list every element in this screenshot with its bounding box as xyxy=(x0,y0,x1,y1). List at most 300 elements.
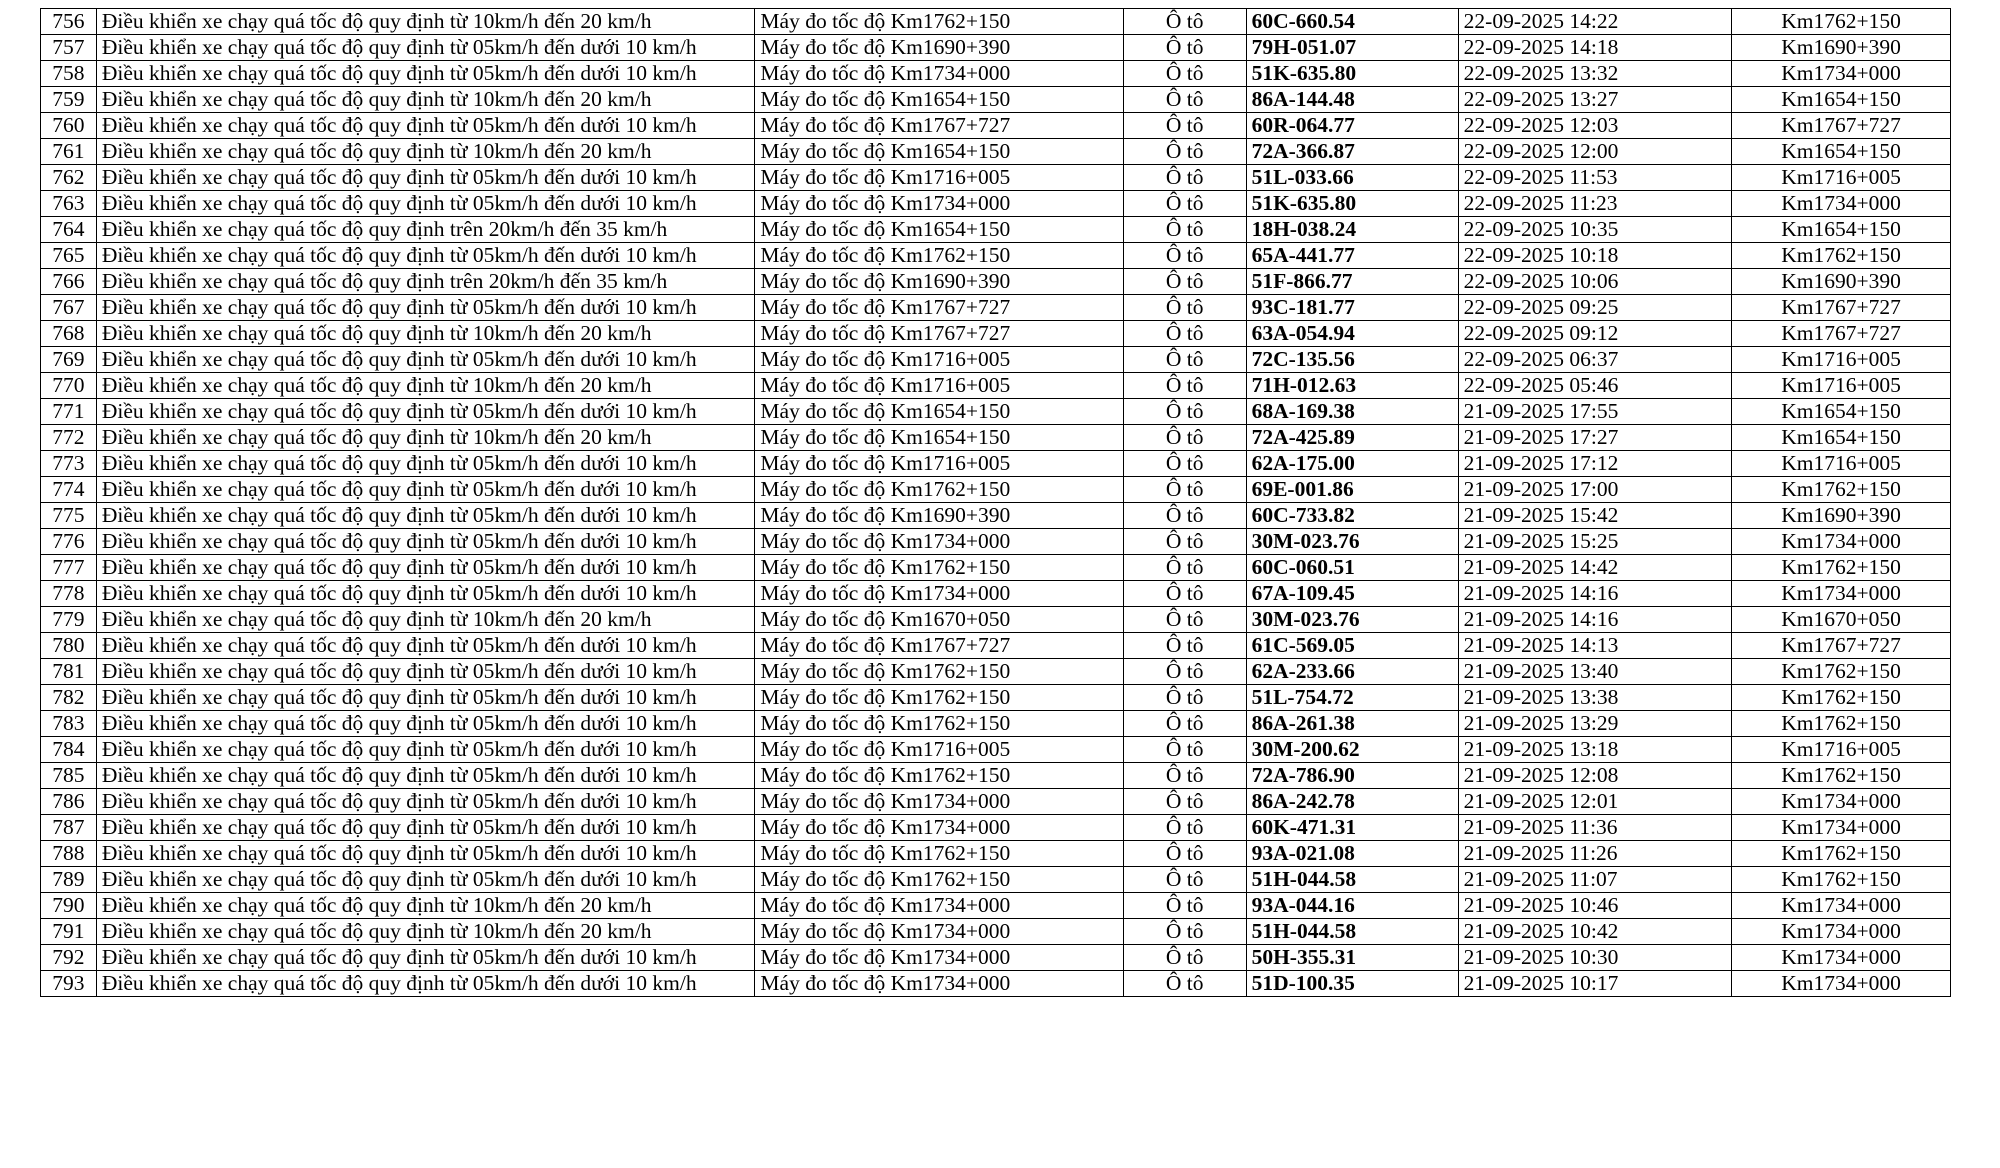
detection-device-cell: Máy đo tốc độ Km1716+005 xyxy=(755,347,1123,373)
vehicle-type-cell: Ô tô xyxy=(1123,711,1246,737)
license-plate-cell: 30M-023.76 xyxy=(1246,607,1458,633)
vehicle-type-cell: Ô tô xyxy=(1123,347,1246,373)
license-plate-cell: 62A-175.00 xyxy=(1246,451,1458,477)
violation-location-cell: Km1654+150 xyxy=(1732,139,1951,165)
row-number-cell: 764 xyxy=(41,217,97,243)
violation-location-cell: Km1734+000 xyxy=(1732,919,1951,945)
table-row xyxy=(41,529,1951,555)
detection-device-cell: Máy đo tốc độ Km1734+000 xyxy=(755,61,1123,87)
violation-description-cell: Điều khiển xe chạy quá tốc độ quy định từ 05km/h đến dưới 10 km/h xyxy=(96,503,755,529)
violation-description-cell: Điều khiển xe chạy quá tốc độ quy định từ 10km/h đến 20 km/h xyxy=(96,373,755,399)
vehicle-type-cell: Ô tô xyxy=(1123,9,1246,35)
violation-description-cell: Điều khiển xe chạy quá tốc độ quy định từ 05km/h đến dưới 10 km/h xyxy=(96,945,755,971)
detection-device-cell: Máy đo tốc độ Km1762+150 xyxy=(755,659,1123,685)
violation-location-cell: Km1734+000 xyxy=(1732,789,1951,815)
row-number-cell: 788 xyxy=(41,841,97,867)
license-plate-cell: 93A-044.16 xyxy=(1246,893,1458,919)
detection-device-cell: Máy đo tốc độ Km1762+150 xyxy=(755,555,1123,581)
license-plate-cell: 30M-023.76 xyxy=(1246,529,1458,555)
vehicle-type-cell: Ô tô xyxy=(1123,659,1246,685)
license-plate-cell: 72A-786.90 xyxy=(1246,763,1458,789)
violation-time-cell: 22-09-2025 14:18 xyxy=(1458,35,1731,61)
license-plate-cell: 68A-169.38 xyxy=(1246,399,1458,425)
row-number-cell: 761 xyxy=(41,139,97,165)
vehicle-type-cell: Ô tô xyxy=(1123,685,1246,711)
table-row xyxy=(41,685,1951,711)
table-row xyxy=(41,451,1951,477)
detection-device-cell: Máy đo tốc độ Km1734+000 xyxy=(755,191,1123,217)
row-number-cell: 756 xyxy=(41,9,97,35)
vehicle-type-cell: Ô tô xyxy=(1123,113,1246,139)
table-row xyxy=(41,919,1951,945)
row-number-cell: 773 xyxy=(41,451,97,477)
table-row xyxy=(41,633,1951,659)
violation-location-cell: Km1734+000 xyxy=(1732,581,1951,607)
vehicle-type-cell: Ô tô xyxy=(1123,633,1246,659)
detection-device-cell: Máy đo tốc độ Km1716+005 xyxy=(755,165,1123,191)
row-number-cell: 787 xyxy=(41,815,97,841)
license-plate-cell: 60C-660.54 xyxy=(1246,9,1458,35)
vehicle-type-cell: Ô tô xyxy=(1123,165,1246,191)
violation-time-cell: 21-09-2025 10:17 xyxy=(1458,971,1731,997)
violation-time-cell: 21-09-2025 13:38 xyxy=(1458,685,1731,711)
violation-location-cell: Km1716+005 xyxy=(1732,451,1951,477)
violation-description-cell: Điều khiển xe chạy quá tốc độ quy định từ 05km/h đến dưới 10 km/h xyxy=(96,737,755,763)
license-plate-cell: 30M-200.62 xyxy=(1246,737,1458,763)
violation-description-cell: Điều khiển xe chạy quá tốc độ quy định từ 05km/h đến dưới 10 km/h xyxy=(96,659,755,685)
license-plate-cell: 69E-001.86 xyxy=(1246,477,1458,503)
detection-device-cell: Máy đo tốc độ Km1716+005 xyxy=(755,737,1123,763)
violation-description-cell: Điều khiển xe chạy quá tốc độ quy định từ 05km/h đến dưới 10 km/h xyxy=(96,295,755,321)
violation-description-cell: Điều khiển xe chạy quá tốc độ quy định từ 05km/h đến dưới 10 km/h xyxy=(96,347,755,373)
violation-location-cell: Km1762+150 xyxy=(1732,9,1951,35)
license-plate-cell: 51D-100.35 xyxy=(1246,971,1458,997)
violation-time-cell: 21-09-2025 17:27 xyxy=(1458,425,1731,451)
violation-time-cell: 21-09-2025 17:55 xyxy=(1458,399,1731,425)
license-plate-cell: 60R-064.77 xyxy=(1246,113,1458,139)
license-plate-cell: 72C-135.56 xyxy=(1246,347,1458,373)
violation-location-cell: Km1734+000 xyxy=(1732,529,1951,555)
violation-description-cell: Điều khiển xe chạy quá tốc độ quy định từ 10km/h đến 20 km/h xyxy=(96,425,755,451)
violation-description-cell: Điều khiển xe chạy quá tốc độ quy định từ 05km/h đến dưới 10 km/h xyxy=(96,399,755,425)
row-number-cell: 781 xyxy=(41,659,97,685)
vehicle-type-cell: Ô tô xyxy=(1123,607,1246,633)
row-number-cell: 784 xyxy=(41,737,97,763)
violation-location-cell: Km1734+000 xyxy=(1732,945,1951,971)
license-plate-cell: 63A-054.94 xyxy=(1246,321,1458,347)
violation-location-cell: Km1762+150 xyxy=(1732,841,1951,867)
violation-location-cell: Km1762+150 xyxy=(1732,555,1951,581)
vehicle-type-cell: Ô tô xyxy=(1123,321,1246,347)
violation-time-cell: 21-09-2025 12:08 xyxy=(1458,763,1731,789)
row-number-cell: 782 xyxy=(41,685,97,711)
violation-time-cell: 22-09-2025 09:12 xyxy=(1458,321,1731,347)
table-row xyxy=(41,659,1951,685)
detection-device-cell: Máy đo tốc độ Km1654+150 xyxy=(755,139,1123,165)
violation-time-cell: 21-09-2025 15:25 xyxy=(1458,529,1731,555)
table-row xyxy=(41,503,1951,529)
violation-time-cell: 22-09-2025 11:23 xyxy=(1458,191,1731,217)
table-row xyxy=(41,165,1951,191)
detection-device-cell: Máy đo tốc độ Km1670+050 xyxy=(755,607,1123,633)
violation-description-cell: Điều khiển xe chạy quá tốc độ quy định từ 05km/h đến dưới 10 km/h xyxy=(96,685,755,711)
detection-device-cell: Máy đo tốc độ Km1654+150 xyxy=(755,217,1123,243)
table-row xyxy=(41,763,1951,789)
violation-time-cell: 22-09-2025 12:00 xyxy=(1458,139,1731,165)
license-plate-cell: 72A-425.89 xyxy=(1246,425,1458,451)
violation-location-cell: Km1734+000 xyxy=(1732,971,1951,997)
violation-description-cell: Điều khiển xe chạy quá tốc độ quy định từ 05km/h đến dưới 10 km/h xyxy=(96,477,755,503)
row-number-cell: 760 xyxy=(41,113,97,139)
table-row xyxy=(41,191,1951,217)
detection-device-cell: Máy đo tốc độ Km1654+150 xyxy=(755,425,1123,451)
violation-description-cell: Điều khiển xe chạy quá tốc độ quy định từ 10km/h đến 20 km/h xyxy=(96,9,755,35)
table-row xyxy=(41,139,1951,165)
detection-device-cell: Máy đo tốc độ Km1762+150 xyxy=(755,9,1123,35)
table-row xyxy=(41,113,1951,139)
row-number-cell: 793 xyxy=(41,971,97,997)
detection-device-cell: Máy đo tốc độ Km1767+727 xyxy=(755,633,1123,659)
violation-location-cell: Km1767+727 xyxy=(1732,113,1951,139)
violation-description-cell: Điều khiển xe chạy quá tốc độ quy định từ 05km/h đến dưới 10 km/h xyxy=(96,451,755,477)
violation-location-cell: Km1767+727 xyxy=(1732,321,1951,347)
detection-device-cell: Máy đo tốc độ Km1762+150 xyxy=(755,243,1123,269)
detection-device-cell: Máy đo tốc độ Km1734+000 xyxy=(755,815,1123,841)
license-plate-cell: 51H-044.58 xyxy=(1246,867,1458,893)
table-row xyxy=(41,581,1951,607)
license-plate-cell: 61C-569.05 xyxy=(1246,633,1458,659)
violation-time-cell: 22-09-2025 09:25 xyxy=(1458,295,1731,321)
row-number-cell: 778 xyxy=(41,581,97,607)
violation-time-cell: 21-09-2025 12:01 xyxy=(1458,789,1731,815)
violation-description-cell: Điều khiển xe chạy quá tốc độ quy định từ 05km/h đến dưới 10 km/h xyxy=(96,867,755,893)
table-row xyxy=(41,815,1951,841)
violation-location-cell: Km1762+150 xyxy=(1732,867,1951,893)
table-row xyxy=(41,269,1951,295)
violations-table xyxy=(40,8,1951,997)
license-plate-cell: 65A-441.77 xyxy=(1246,243,1458,269)
license-plate-cell: 51K-635.80 xyxy=(1246,61,1458,87)
violation-location-cell: Km1670+050 xyxy=(1732,607,1951,633)
violation-location-cell: Km1690+390 xyxy=(1732,503,1951,529)
violation-description-cell: Điều khiển xe chạy quá tốc độ quy định từ 10km/h đến 20 km/h xyxy=(96,607,755,633)
violation-description-cell: Điều khiển xe chạy quá tốc độ quy định từ 05km/h đến dưới 10 km/h xyxy=(96,243,755,269)
detection-device-cell: Máy đo tốc độ Km1762+150 xyxy=(755,477,1123,503)
table-row xyxy=(41,607,1951,633)
detection-device-cell: Máy đo tốc độ Km1762+150 xyxy=(755,763,1123,789)
row-number-cell: 785 xyxy=(41,763,97,789)
violation-location-cell: Km1734+000 xyxy=(1732,815,1951,841)
violation-time-cell: 21-09-2025 14:16 xyxy=(1458,581,1731,607)
violation-location-cell: Km1690+390 xyxy=(1732,269,1951,295)
row-number-cell: 771 xyxy=(41,399,97,425)
detection-device-cell: Máy đo tốc độ Km1767+727 xyxy=(755,113,1123,139)
row-number-cell: 789 xyxy=(41,867,97,893)
violation-time-cell: 21-09-2025 11:07 xyxy=(1458,867,1731,893)
violation-location-cell: Km1716+005 xyxy=(1732,373,1951,399)
table-row xyxy=(41,399,1951,425)
violation-location-cell: Km1734+000 xyxy=(1732,893,1951,919)
violation-location-cell: Km1767+727 xyxy=(1732,633,1951,659)
license-plate-cell: 51H-044.58 xyxy=(1246,919,1458,945)
vehicle-type-cell: Ô tô xyxy=(1123,243,1246,269)
violation-time-cell: 22-09-2025 10:06 xyxy=(1458,269,1731,295)
detection-device-cell: Máy đo tốc độ Km1654+150 xyxy=(755,399,1123,425)
detection-device-cell: Máy đo tốc độ Km1762+150 xyxy=(755,685,1123,711)
violation-location-cell: Km1762+150 xyxy=(1732,477,1951,503)
detection-device-cell: Máy đo tốc độ Km1734+000 xyxy=(755,919,1123,945)
row-number-cell: 791 xyxy=(41,919,97,945)
violation-description-cell: Điều khiển xe chạy quá tốc độ quy định từ 05km/h đến dưới 10 km/h xyxy=(96,581,755,607)
vehicle-type-cell: Ô tô xyxy=(1123,425,1246,451)
violation-description-cell: Điều khiển xe chạy quá tốc độ quy định từ 10km/h đến 20 km/h xyxy=(96,893,755,919)
violation-time-cell: 22-09-2025 14:22 xyxy=(1458,9,1731,35)
license-plate-cell: 51F-866.77 xyxy=(1246,269,1458,295)
violation-description-cell: Điều khiển xe chạy quá tốc độ quy định từ 10km/h đến 20 km/h xyxy=(96,321,755,347)
license-plate-cell: 60K-471.31 xyxy=(1246,815,1458,841)
violation-description-cell: Điều khiển xe chạy quá tốc độ quy định từ 05km/h đến dưới 10 km/h xyxy=(96,113,755,139)
license-plate-cell: 71H-012.63 xyxy=(1246,373,1458,399)
vehicle-type-cell: Ô tô xyxy=(1123,867,1246,893)
violation-description-cell: Điều khiển xe chạy quá tốc độ quy định từ 10km/h đến 20 km/h xyxy=(96,139,755,165)
row-number-cell: 777 xyxy=(41,555,97,581)
license-plate-cell: 51L-754.72 xyxy=(1246,685,1458,711)
row-number-cell: 774 xyxy=(41,477,97,503)
violation-location-cell: Km1654+150 xyxy=(1732,87,1951,113)
table-row xyxy=(41,555,1951,581)
violation-location-cell: Km1762+150 xyxy=(1732,763,1951,789)
table-row xyxy=(41,477,1951,503)
violation-location-cell: Km1716+005 xyxy=(1732,165,1951,191)
violation-description-cell: Điều khiển xe chạy quá tốc độ quy định trên 20km/h đến 35 km/h xyxy=(96,217,755,243)
table-row xyxy=(41,321,1951,347)
table-row xyxy=(41,373,1951,399)
violation-description-cell: Điều khiển xe chạy quá tốc độ quy định từ 05km/h đến dưới 10 km/h xyxy=(96,529,755,555)
violation-location-cell: Km1734+000 xyxy=(1732,191,1951,217)
detection-device-cell: Máy đo tốc độ Km1654+150 xyxy=(755,87,1123,113)
row-number-cell: 765 xyxy=(41,243,97,269)
license-plate-cell: 60C-060.51 xyxy=(1246,555,1458,581)
violation-time-cell: 21-09-2025 10:46 xyxy=(1458,893,1731,919)
violation-location-cell: Km1690+390 xyxy=(1732,35,1951,61)
row-number-cell: 762 xyxy=(41,165,97,191)
license-plate-cell: 51K-635.80 xyxy=(1246,191,1458,217)
row-number-cell: 783 xyxy=(41,711,97,737)
detection-device-cell: Máy đo tốc độ Km1762+150 xyxy=(755,867,1123,893)
license-plate-cell: 51L-033.66 xyxy=(1246,165,1458,191)
violation-location-cell: Km1762+150 xyxy=(1732,711,1951,737)
vehicle-type-cell: Ô tô xyxy=(1123,399,1246,425)
table-row xyxy=(41,711,1951,737)
vehicle-type-cell: Ô tô xyxy=(1123,503,1246,529)
vehicle-type-cell: Ô tô xyxy=(1123,945,1246,971)
detection-device-cell: Máy đo tốc độ Km1716+005 xyxy=(755,373,1123,399)
license-plate-cell: 93C-181.77 xyxy=(1246,295,1458,321)
violation-time-cell: 21-09-2025 17:00 xyxy=(1458,477,1731,503)
violation-location-cell: Km1734+000 xyxy=(1732,61,1951,87)
row-number-cell: 770 xyxy=(41,373,97,399)
violation-time-cell: 21-09-2025 13:18 xyxy=(1458,737,1731,763)
row-number-cell: 758 xyxy=(41,61,97,87)
vehicle-type-cell: Ô tô xyxy=(1123,139,1246,165)
detection-device-cell: Máy đo tốc độ Km1762+150 xyxy=(755,841,1123,867)
violation-time-cell: 22-09-2025 11:53 xyxy=(1458,165,1731,191)
table-row xyxy=(41,893,1951,919)
detection-device-cell: Máy đo tốc độ Km1690+390 xyxy=(755,269,1123,295)
table-row xyxy=(41,841,1951,867)
table-row xyxy=(41,789,1951,815)
license-plate-cell: 86A-144.48 xyxy=(1246,87,1458,113)
vehicle-type-cell: Ô tô xyxy=(1123,555,1246,581)
license-plate-cell: 72A-366.87 xyxy=(1246,139,1458,165)
license-plate-cell: 18H-038.24 xyxy=(1246,217,1458,243)
row-number-cell: 766 xyxy=(41,269,97,295)
vehicle-type-cell: Ô tô xyxy=(1123,737,1246,763)
license-plate-cell: 60C-733.82 xyxy=(1246,503,1458,529)
violation-time-cell: 21-09-2025 17:12 xyxy=(1458,451,1731,477)
violation-time-cell: 21-09-2025 11:26 xyxy=(1458,841,1731,867)
table-row xyxy=(41,737,1951,763)
license-plate-cell: 86A-242.78 xyxy=(1246,789,1458,815)
row-number-cell: 769 xyxy=(41,347,97,373)
violation-location-cell: Km1654+150 xyxy=(1732,217,1951,243)
violation-time-cell: 21-09-2025 14:13 xyxy=(1458,633,1731,659)
detection-device-cell: Máy đo tốc độ Km1767+727 xyxy=(755,295,1123,321)
license-plate-cell: 86A-261.38 xyxy=(1246,711,1458,737)
row-number-cell: 786 xyxy=(41,789,97,815)
violation-description-cell: Điều khiển xe chạy quá tốc độ quy định từ 10km/h đến 20 km/h xyxy=(96,87,755,113)
vehicle-type-cell: Ô tô xyxy=(1123,919,1246,945)
row-number-cell: 780 xyxy=(41,633,97,659)
violation-description-cell: Điều khiển xe chạy quá tốc độ quy định từ 05km/h đến dưới 10 km/h xyxy=(96,191,755,217)
detection-device-cell: Máy đo tốc độ Km1734+000 xyxy=(755,893,1123,919)
vehicle-type-cell: Ô tô xyxy=(1123,971,1246,997)
violation-time-cell: 21-09-2025 11:36 xyxy=(1458,815,1731,841)
vehicle-type-cell: Ô tô xyxy=(1123,373,1246,399)
violation-location-cell: Km1767+727 xyxy=(1732,295,1951,321)
vehicle-type-cell: Ô tô xyxy=(1123,451,1246,477)
row-number-cell: 757 xyxy=(41,35,97,61)
violation-time-cell: 22-09-2025 10:35 xyxy=(1458,217,1731,243)
detection-device-cell: Máy đo tốc độ Km1762+150 xyxy=(755,711,1123,737)
violation-time-cell: 21-09-2025 13:29 xyxy=(1458,711,1731,737)
violation-location-cell: Km1716+005 xyxy=(1732,347,1951,373)
vehicle-type-cell: Ô tô xyxy=(1123,841,1246,867)
table-row xyxy=(41,945,1951,971)
violation-time-cell: 22-09-2025 10:18 xyxy=(1458,243,1731,269)
table-row xyxy=(41,867,1951,893)
vehicle-type-cell: Ô tô xyxy=(1123,87,1246,113)
violation-time-cell: 21-09-2025 14:16 xyxy=(1458,607,1731,633)
violation-description-cell: Điều khiển xe chạy quá tốc độ quy định từ 10km/h đến 20 km/h xyxy=(96,919,755,945)
table-row xyxy=(41,9,1951,35)
violation-description-cell: Điều khiển xe chạy quá tốc độ quy định từ 05km/h đến dưới 10 km/h xyxy=(96,841,755,867)
violations-table-body xyxy=(41,9,1951,997)
violation-location-cell: Km1762+150 xyxy=(1732,659,1951,685)
table-row xyxy=(41,217,1951,243)
table-row xyxy=(41,61,1951,87)
table-row xyxy=(41,971,1951,997)
license-plate-cell: 50H-355.31 xyxy=(1246,945,1458,971)
table-row xyxy=(41,243,1951,269)
violation-time-cell: 22-09-2025 13:27 xyxy=(1458,87,1731,113)
violation-description-cell: Điều khiển xe chạy quá tốc độ quy định từ 05km/h đến dưới 10 km/h xyxy=(96,711,755,737)
vehicle-type-cell: Ô tô xyxy=(1123,269,1246,295)
violation-time-cell: 21-09-2025 10:30 xyxy=(1458,945,1731,971)
vehicle-type-cell: Ô tô xyxy=(1123,61,1246,87)
violation-description-cell: Điều khiển xe chạy quá tốc độ quy định từ 05km/h đến dưới 10 km/h xyxy=(96,633,755,659)
violation-description-cell: Điều khiển xe chạy quá tốc độ quy định từ 05km/h đến dưới 10 km/h xyxy=(96,35,755,61)
detection-device-cell: Máy đo tốc độ Km1734+000 xyxy=(755,971,1123,997)
violation-description-cell: Điều khiển xe chạy quá tốc độ quy định từ 05km/h đến dưới 10 km/h xyxy=(96,815,755,841)
vehicle-type-cell: Ô tô xyxy=(1123,815,1246,841)
table-row xyxy=(41,425,1951,451)
violation-time-cell: 22-09-2025 06:37 xyxy=(1458,347,1731,373)
row-number-cell: 772 xyxy=(41,425,97,451)
row-number-cell: 767 xyxy=(41,295,97,321)
violation-time-cell: 21-09-2025 13:40 xyxy=(1458,659,1731,685)
row-number-cell: 792 xyxy=(41,945,97,971)
table-row xyxy=(41,35,1951,61)
detection-device-cell: Máy đo tốc độ Km1734+000 xyxy=(755,945,1123,971)
violation-description-cell: Điều khiển xe chạy quá tốc độ quy định từ 05km/h đến dưới 10 km/h xyxy=(96,789,755,815)
table-row xyxy=(41,87,1951,113)
violation-description-cell: Điều khiển xe chạy quá tốc độ quy định từ 05km/h đến dưới 10 km/h xyxy=(96,165,755,191)
detection-device-cell: Máy đo tốc độ Km1767+727 xyxy=(755,321,1123,347)
vehicle-type-cell: Ô tô xyxy=(1123,35,1246,61)
license-plate-cell: 62A-233.66 xyxy=(1246,659,1458,685)
detection-device-cell: Máy đo tốc độ Km1716+005 xyxy=(755,451,1123,477)
row-number-cell: 775 xyxy=(41,503,97,529)
detection-device-cell: Máy đo tốc độ Km1690+390 xyxy=(755,35,1123,61)
detection-device-cell: Máy đo tốc độ Km1734+000 xyxy=(755,789,1123,815)
violation-time-cell: 21-09-2025 10:42 xyxy=(1458,919,1731,945)
license-plate-cell: 93A-021.08 xyxy=(1246,841,1458,867)
row-number-cell: 759 xyxy=(41,87,97,113)
violation-time-cell: 21-09-2025 14:42 xyxy=(1458,555,1731,581)
violation-description-cell: Điều khiển xe chạy quá tốc độ quy định từ 05km/h đến dưới 10 km/h xyxy=(96,61,755,87)
violation-description-cell: Điều khiển xe chạy quá tốc độ quy định từ 05km/h đến dưới 10 km/h xyxy=(96,555,755,581)
vehicle-type-cell: Ô tô xyxy=(1123,763,1246,789)
violation-time-cell: 22-09-2025 13:32 xyxy=(1458,61,1731,87)
vehicle-type-cell: Ô tô xyxy=(1123,191,1246,217)
vehicle-type-cell: Ô tô xyxy=(1123,477,1246,503)
violation-time-cell: 21-09-2025 15:42 xyxy=(1458,503,1731,529)
violation-time-cell: 22-09-2025 05:46 xyxy=(1458,373,1731,399)
violation-location-cell: Km1716+005 xyxy=(1732,737,1951,763)
table-row xyxy=(41,347,1951,373)
vehicle-type-cell: Ô tô xyxy=(1123,581,1246,607)
vehicle-type-cell: Ô tô xyxy=(1123,529,1246,555)
violation-description-cell: Điều khiển xe chạy quá tốc độ quy định trên 20km/h đến 35 km/h xyxy=(96,269,755,295)
detection-device-cell: Máy đo tốc độ Km1734+000 xyxy=(755,529,1123,555)
violation-location-cell: Km1654+150 xyxy=(1732,399,1951,425)
vehicle-type-cell: Ô tô xyxy=(1123,893,1246,919)
violation-location-cell: Km1654+150 xyxy=(1732,425,1951,451)
violation-location-cell: Km1762+150 xyxy=(1732,685,1951,711)
violation-time-cell: 22-09-2025 12:03 xyxy=(1458,113,1731,139)
detection-device-cell: Máy đo tốc độ Km1734+000 xyxy=(755,581,1123,607)
violation-description-cell: Điều khiển xe chạy quá tốc độ quy định từ 05km/h đến dưới 10 km/h xyxy=(96,763,755,789)
row-number-cell: 768 xyxy=(41,321,97,347)
row-number-cell: 779 xyxy=(41,607,97,633)
table-row xyxy=(41,295,1951,321)
vehicle-type-cell: Ô tô xyxy=(1123,295,1246,321)
row-number-cell: 763 xyxy=(41,191,97,217)
license-plate-cell: 79H-051.07 xyxy=(1246,35,1458,61)
vehicle-type-cell: Ô tô xyxy=(1123,789,1246,815)
violation-location-cell: Km1762+150 xyxy=(1732,243,1951,269)
